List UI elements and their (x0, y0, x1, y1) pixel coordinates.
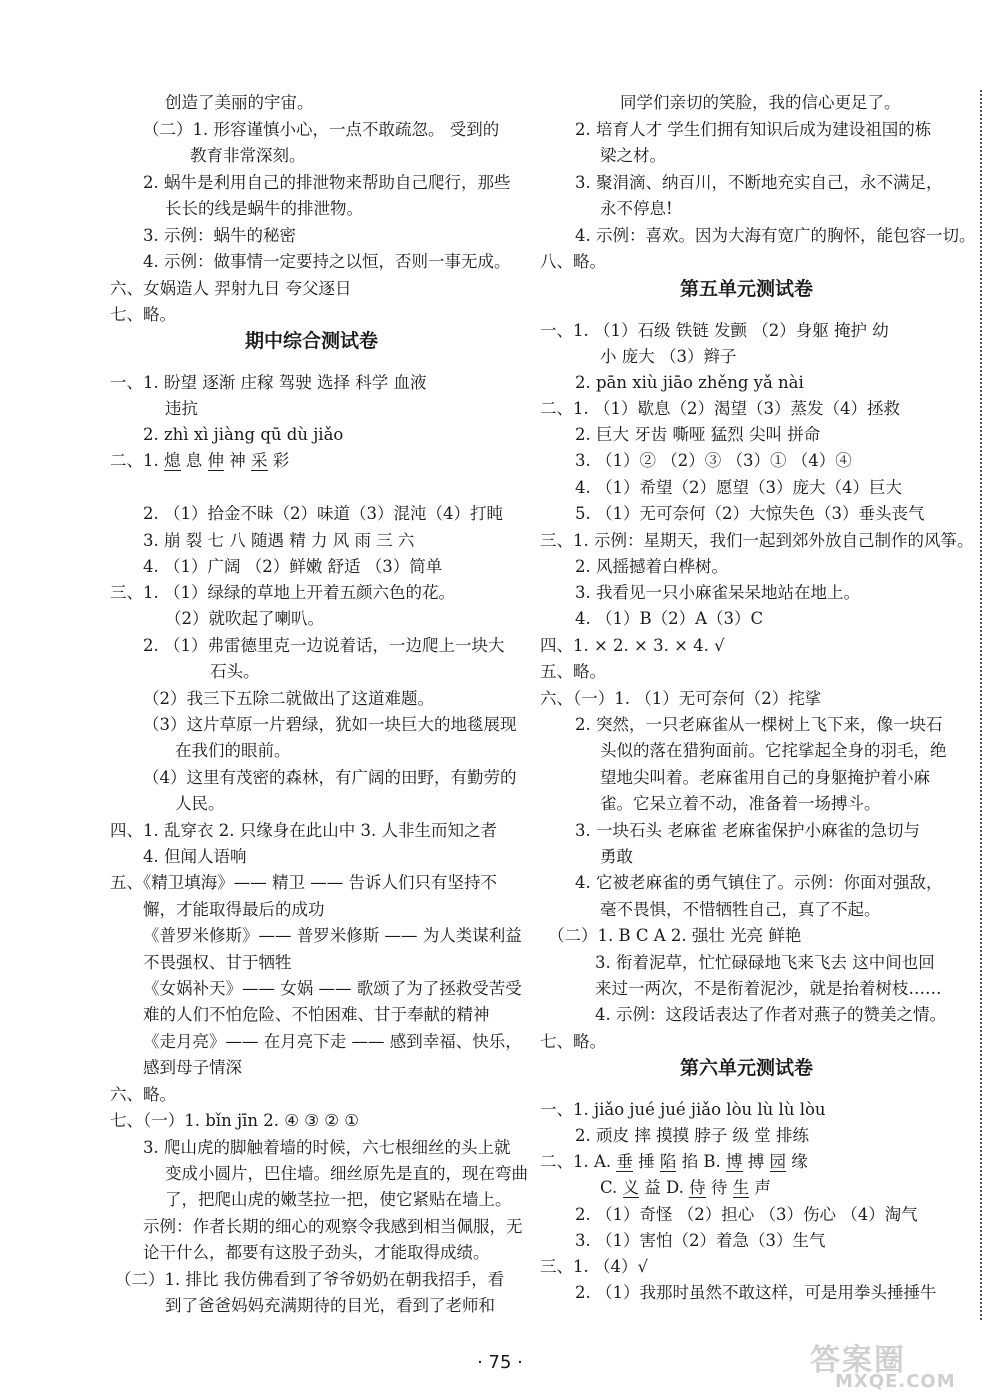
answer-line: 违抗 (165, 399, 198, 418)
answer-line (540, 1151, 808, 1173)
answer-line: （4）这里有茂密的森林，有广阔的田野，有勤劳的 (143, 768, 517, 787)
answer-line: 2. 风摇撼着白桦树。 (575, 557, 728, 576)
answer-line: 4. 但闻人语响 (143, 847, 247, 866)
answer-line: 示例：作者长期的细心的观察令我感到相当佩服，无 (143, 1217, 523, 1236)
answer-line: 《走月亮》—— 在月亮下走 —— 感到幸福、快乐， (143, 1032, 522, 1051)
section-heading: 第五单元测试卷 (680, 278, 814, 300)
answer-line: 五、《精卫填海》—— 精卫 —— 告诉人们只有坚持不 (110, 873, 497, 892)
answer-line: 三、1. （4）√ (540, 1257, 648, 1276)
answer-line: 感到母子情深 (143, 1058, 242, 1077)
answer-line: 八、略。 (540, 252, 606, 271)
answer-line: 梁之材。 (600, 146, 666, 165)
plain-char: 缘 (786, 1152, 808, 1171)
answer-line: 3. 衔着泥草，忙忙碌碌地飞来飞去 这中间也回 (595, 953, 935, 972)
answer-line: 2. 巨大 牙齿 嘶哑 猛烈 尖叫 拼命 (575, 425, 821, 444)
answer-line: 3. （1）② （2）③ （3）① （4）④ (575, 451, 852, 470)
answer-line: 4. （1）希望（2）愿望（3）庞大（4）巨大 (575, 478, 902, 497)
answer-line: 一、1. 盼望 逐渐 庄稼 驾驶 选择 科学 血液 (110, 373, 427, 392)
watermark (780, 1335, 980, 1395)
underlined-char: 博 (726, 1152, 743, 1171)
answer-line: 论干什么，都要有这股子劲头，才能取得成绩。 (143, 1243, 490, 1262)
answer-line: 《普罗米修斯》—— 普罗米修斯 —— 为人类谋利益 (143, 926, 522, 945)
answer-line: （二）1. 形容谨慎小心，一点不敢疏忽。 受到的 (143, 120, 500, 139)
answer-line: （二）1. 排比 我仿佛看到了爷爷奶奶在朝我招手，看 (115, 1270, 505, 1289)
answer-line: 在我们的眼前。 (175, 741, 291, 760)
answer-line: 雀。它呆立着不动，准备着一场搏斗。 (600, 794, 881, 813)
answer-line: 六、略。 (110, 1085, 176, 1104)
plain-char: 掐 B. (676, 1152, 727, 1171)
answer-line (110, 450, 289, 472)
answer-line: 4. 示例：做事情一定要持之以恒，否则一事无成。 (143, 252, 511, 271)
answer-line: 5. （1）无可奈何（2）大惊失色（3）垂头丧气 (575, 504, 925, 523)
answer-line: 4. （1）B（2）A（3）C (575, 609, 764, 628)
answer-line: 到了爸爸妈妈充满期待的目光，看到了老师和 (165, 1296, 495, 1315)
plain-char: 捶 (632, 1152, 660, 1171)
answer-line: 创造了美丽的宇宙。 (165, 93, 314, 112)
answer-line: 4. （1）广阔 （2）鲜嫩 舒适 （3）简单 (143, 557, 443, 576)
answer-line: 4. 示例：这段话表达了作者对燕子的赞美之情。 (595, 1005, 946, 1024)
answer-line: 三、1. 示例：星期天，我们一起到郊外放自己制作的风筝。 (540, 531, 974, 550)
answer-line: 2. zhì xì jiàng qū dù jiǎo (143, 425, 344, 444)
answer-line: 五、略。 (540, 662, 606, 681)
answer-line: 同学们亲切的笑脸，我的信心更足了。 (620, 93, 901, 112)
answer-line: 3. （1）害怕（2）着急（3）生气 (575, 1231, 826, 1250)
item-number: 二、1. A. (540, 1152, 617, 1171)
answer-line: 了，把爬山虎的嫩茎拉一把，使它紧贴在墙上。 (165, 1190, 512, 1209)
answer-line: 4. 示例：喜欢。因为大海有宽广的胸怀，能包容一切。 (575, 226, 976, 245)
underlined-char: 园 (769, 1152, 787, 1171)
answer-line: 毫不畏惧，不惜牺牲自己，真了不起。 (600, 900, 881, 919)
answer-line: 2. （1）奇怪 （2）担心 （3）伤心 （4）淘气 (575, 1205, 918, 1224)
item-number: C. (600, 1178, 623, 1197)
item-number: 二、1. (110, 451, 164, 470)
answer-line: 2. pān xiù jiāo zhěng yǎ nài (575, 373, 804, 392)
answer-line: 3. 我看见一只小麻雀呆呆地站在地上。 (575, 583, 860, 602)
answer-line: 七、略。 (110, 305, 176, 324)
answer-line: 3. 一块石头 老麻雀 老麻雀保护小麻雀的急切与 (575, 821, 920, 840)
plain-char: 彩 (267, 451, 290, 470)
underlined-char: 熄 (164, 451, 181, 470)
answer-line: 教育非常深刻。 (190, 146, 306, 165)
answer-line (600, 1177, 771, 1199)
answer-line: 望地尖叫着。老麻雀用自己的身躯掩护着小麻 (600, 768, 930, 787)
answer-line: （2）就吹起了喇叭。 (165, 609, 324, 628)
binding-dotted-line (980, 90, 982, 1320)
answer-line: 2. 突然，一只老麻雀从一棵树上飞下来，像一块石 (575, 715, 943, 734)
page-number: · 75 · (477, 1352, 523, 1373)
answer-line: 一、1. jiǎo jué jué jiǎo lòu lù lù lòu (540, 1100, 826, 1119)
answer-line: 2. （1）我那时虽然不敢这样，可是用拳头捶捶牛 (575, 1283, 937, 1302)
underlined-char: 侍 (689, 1178, 706, 1197)
answer-line: 一、1. （1）石级 铁链 发颤 （2）身躯 掩护 幼 (540, 321, 889, 340)
answer-line: 2. 蜗牛是利用自己的排泄物来帮助自己爬行，那些 (143, 173, 511, 192)
answer-line: 石头。 (210, 662, 260, 681)
answer-line: 4. 它被老麻雀的勇气镇住了。示例：你面对强敌， (575, 873, 943, 892)
underlined-char: 采 (251, 451, 268, 470)
underlined-char: 垂 (616, 1152, 633, 1171)
answer-line: 3. 爬山虎的脚触着墙的时候，六七根细丝的头上就 (143, 1138, 511, 1157)
answer-line: 小 庞大 （3）辫子 (600, 347, 737, 366)
answer-line: 2. 顽皮 摔 摸摸 脖子 级 堂 排练 (575, 1126, 809, 1145)
underlined-char: 陷 (659, 1152, 677, 1171)
watermark-logo-text: 答案圈 (810, 1343, 906, 1378)
answer-line: 来过一两次，不是衔着泥沙，就是抬着树枝…… (595, 979, 942, 998)
section-heading: 第六单元测试卷 (680, 1057, 814, 1079)
underlined-char: 义 (622, 1178, 640, 1197)
answer-line: 勇敢 (600, 847, 633, 866)
plain-char: 待 (705, 1178, 733, 1197)
answer-line: 七、略。 (540, 1032, 606, 1051)
plain-char: 神 (224, 451, 251, 470)
answer-line: 2. （1）拾金不昧（2）味道（3）混沌（4）打盹 (143, 504, 503, 523)
answer-line: 六、女娲造人 羿射九日 夸父逐日 (110, 279, 352, 298)
watermark-url: MXQE.COM (835, 1371, 956, 1392)
answer-line: 四、1. × 2. × 3. × 4. √ (540, 636, 725, 655)
underlined-char: 生 (732, 1178, 750, 1197)
answer-line: 变成小圆片，巴住墙。细丝原先是直的，现在弯曲 (165, 1164, 528, 1183)
answer-line: 三、1. （1）绿绿的草地上开着五颜六色的花。 (110, 583, 455, 602)
answer-line: 3. 聚涓滴、纳百川，不断地充实自己，永不满足， (575, 173, 943, 192)
answer-line: 六、（一）1. （1）无可奈何（2）挓挲 (540, 689, 822, 708)
answer-line: 懈，才能取得最后的成功 (143, 900, 325, 919)
plain-char: 息 (180, 451, 208, 470)
answer-line: 难的人们不怕危险、不怕困难、甘于奉献的精神 (143, 1005, 490, 1024)
underlined-char: 伸 (207, 451, 224, 470)
answer-line: 头似的落在猎狗面前。它挓挲起全身的羽毛，绝 (600, 741, 947, 760)
answer-line: 2. 培育人才 学生们拥有知识后成为建设祖国的栋 (575, 120, 932, 139)
answer-line: 永不停息! (600, 199, 673, 218)
answer-line: 3. 崩 裂 七 八 随遇 精 力 风 雨 三 六 (143, 531, 415, 550)
answer-line: 《女娲补天》—— 女娲 —— 歌颂了为了拯救受苦受 (143, 979, 522, 998)
answer-line: （二）1. B C A 2. 强壮 光亮 鲜艳 (548, 926, 802, 945)
answer-line: （2）我三下五除二就做出了这道难题。 (143, 689, 434, 708)
plain-char: 声 (749, 1178, 771, 1197)
answer-line: 2. （1）弗雷德里克一边说着话，一边爬上一块大 (143, 636, 505, 655)
plain-char: 搏 (742, 1152, 770, 1171)
answer-line: 四、1. 乱穿衣 2. 只缘身在此山中 3. 人非生而知之者 (110, 821, 497, 840)
answer-line: （3）这片草原一片碧绿，犹如一块巨大的地毯展现 (143, 715, 517, 734)
answer-line: 长长的线是蜗牛的排泄物。 (165, 199, 363, 218)
section-heading: 期中综合测试卷 (245, 330, 379, 352)
answer-line: 人民。 (175, 794, 225, 813)
plain-char: 益 D. (639, 1178, 690, 1197)
answer-line: 七、（一）1. bǐn jīn 2. ④ ③ ② ① (110, 1111, 360, 1130)
answer-line: 3. 示例：蜗牛的秘密 (143, 226, 296, 245)
answer-line: 二、1. （1）歇息（2）渴望（3）蒸发（4）拯救 (540, 399, 900, 418)
answer-line: 不畏强权、甘于牺牲 (143, 953, 292, 972)
